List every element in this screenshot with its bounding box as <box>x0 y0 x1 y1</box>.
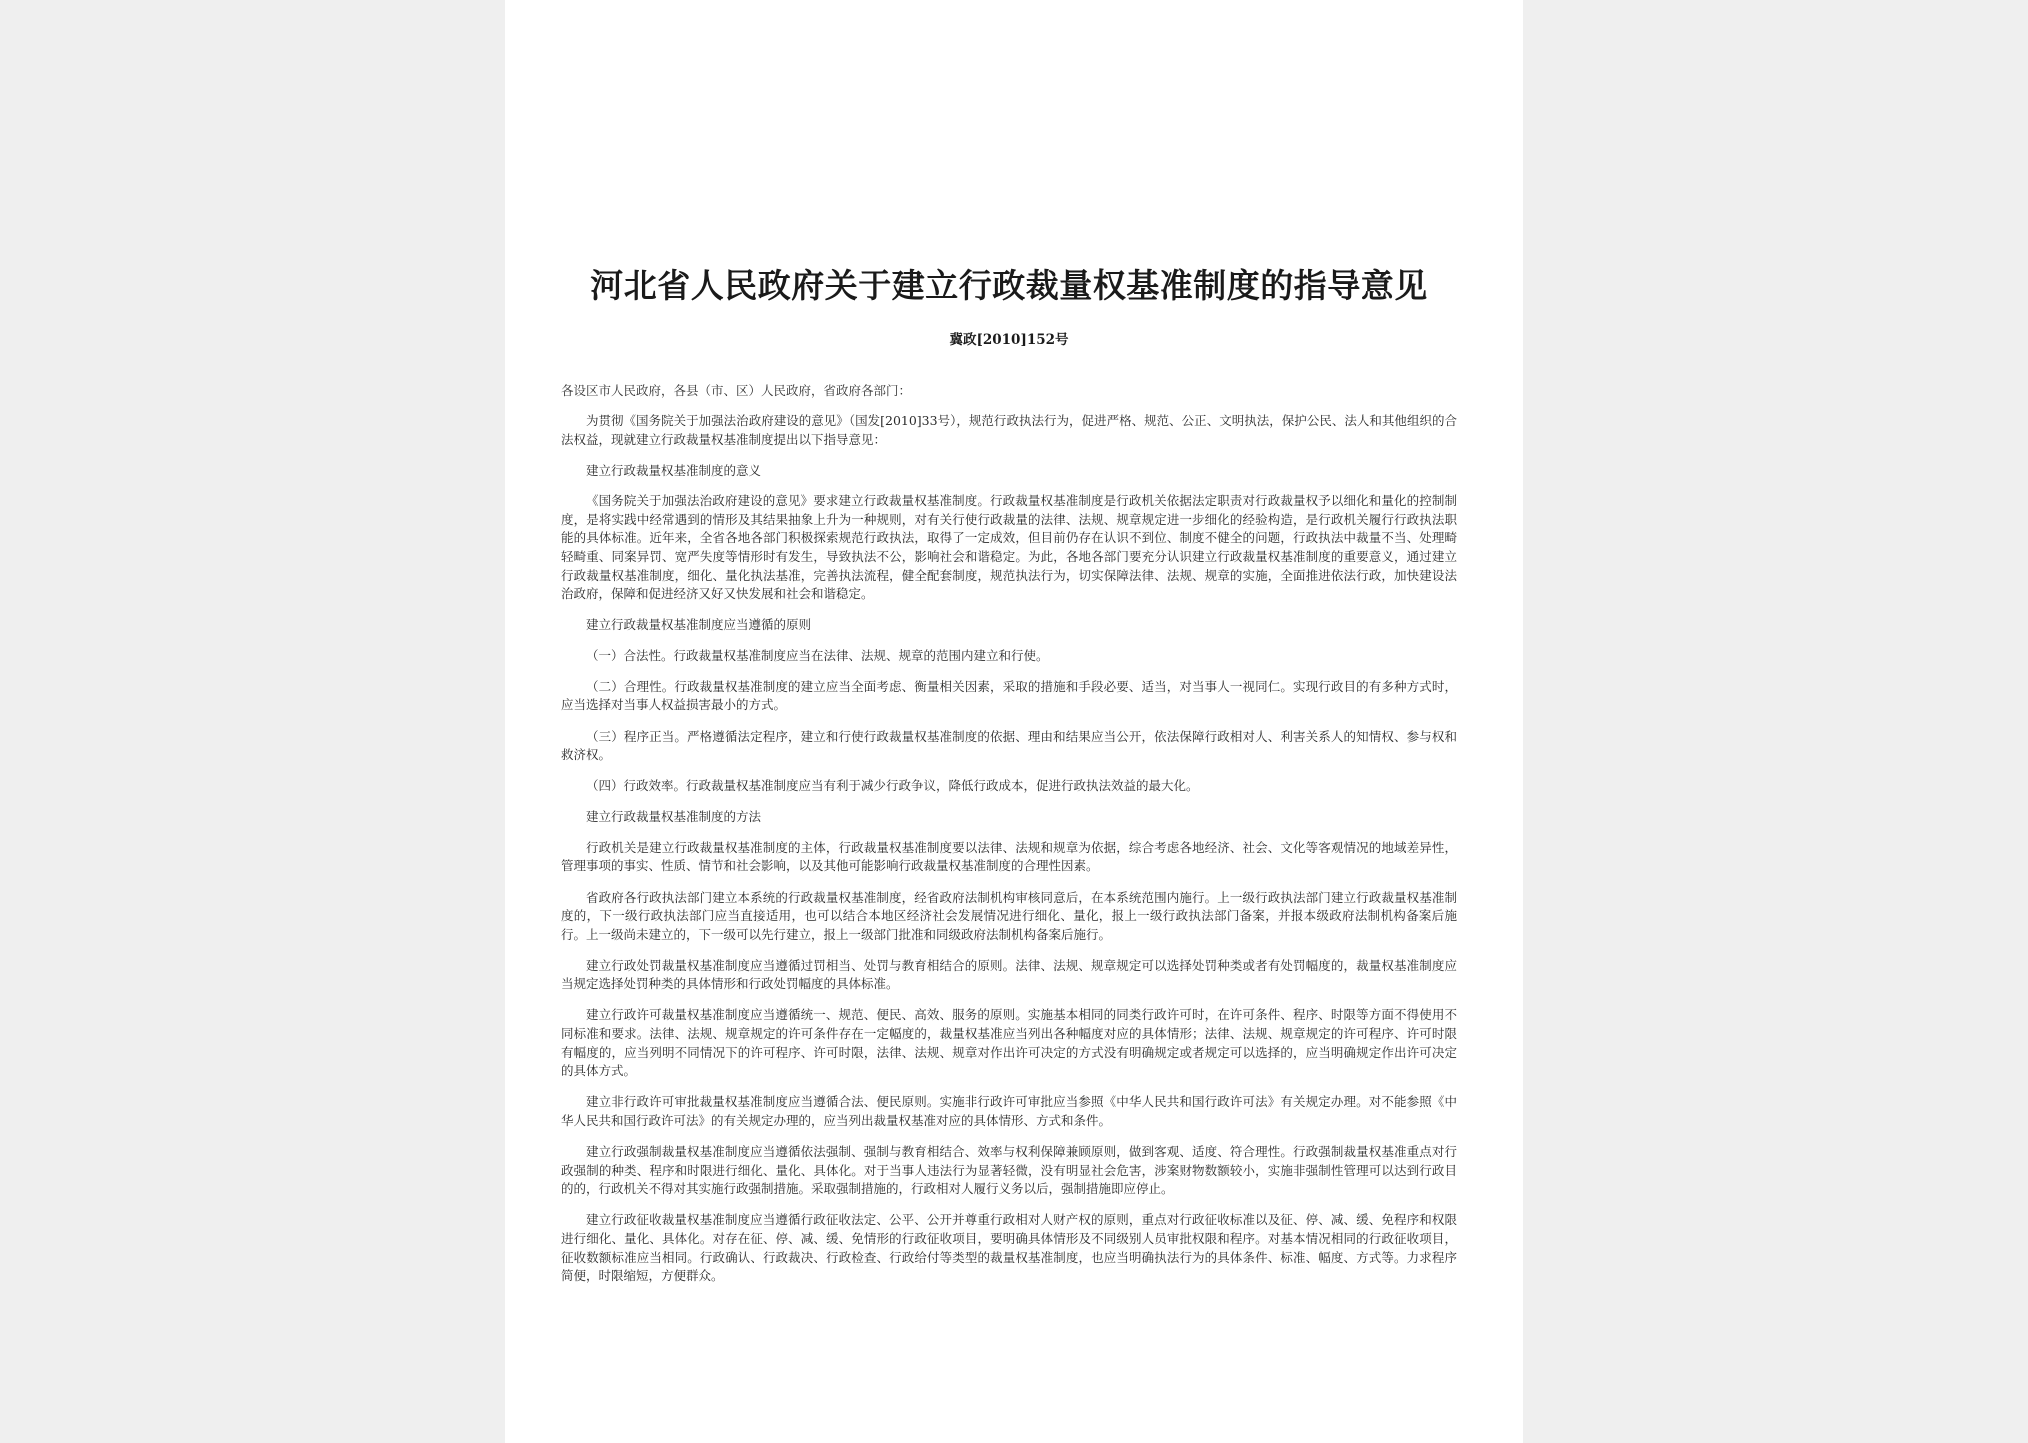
document-title: 河北省人民政府关于建立行政裁量权基准制度的指导意见 <box>590 266 1428 305</box>
body-paragraph: 建立行政征收裁量权基准制度应当遵循行政征收法定、公平、公开并尊重行政相对人财产权的原则，重点对行政征收标准以及征、停、减、缓、免程序和权限进行细化、量化、具体化。对存在征、停、减、缓、免情形的行政征收项目，要明确具体情形及不同级别人员审批权限和程序。对基本情况相同的行政征收项目，征收数额标准应当相同。行政确认、行政裁决、行政检查、行政给付等类型的裁量权基准制度，也应当明确执法行为的具体条件、标准、幅度、方式等。力求程序简便，时限缩短，方便群众。 <box>561 1212 1457 1284</box>
body-paragraph: 建立行政强制裁量权基准制度应当遵循依法强制、强制与教育相结合、效率与权利保障兼顾原则，做到客观、适度、符合理性。行政强制裁量权基准重点对行政强制的种类、程序和时限进行细化、量化、具体化。对于当事人违法行为显著轻微，没有明显社会危害，涉案财物数额较小，实施非强制性管理可以达到行政目的的，行政机关不得对其实施行政强制措施。采取强制措施的，行政相对人履行义务以后，强制措施即应停止。 <box>561 1144 1457 1197</box>
body-paragraph: （三）程序正当。严格遵循法定程序，建立和行使行政裁量权基准制度的依据、理由和结果应当公开，依法保障行政相对人、利害关系人的知情权、参与权和救济权。 <box>561 728 1457 763</box>
addressee-line: 各设区市人民政府，各县（市、区）人民政府，省政府各部门： <box>561 383 912 398</box>
body-paragraph: 省政府各行政执法部门建立本系统的行政裁量权基准制度，经省政府法制机构审核同意后，在本系统范围内施行。上一级行政执法部门建立行政裁量权基准制度的，下一级行政执法部门应当直接适用，也可以结合本地区经济社会发展情况进行细化、量化，报上一级行政执法部门备案，并报本级政府法制机构备案后施行。上一级尚未建立的，下一级可以先行建立，报上一级部门批准和同级政府法制机构备案后施行。 <box>561 889 1457 942</box>
body-paragraph: 建立非行政许可审批裁量权基准制度应当遵循合法、便民原则。实施非行政许可审批应当参照《中华人民共和国行政许可法》有关规定办理。对不能参照《中华人民共和国行政许可法》的有关规定办理的，应当列出裁量权基准对应的具体情形、方式和条件。 <box>561 1094 1457 1128</box>
body-paragraph: 《国务院关于加强法治政府建设的意见》要求建立行政裁量权基准制度。行政裁量权基准制度是行政机关依据法定职责对行政裁量权予以细化和量化的控制制度，是将实践中经常遇到的情形及其结果抽象上升为一种规则，对有关行使行政裁量的法律、法规、规章规定进一步细化的经验构造，是行政机关履行行政执法职能的具体标准。近年来，全省各地各部门积极探索规范行政执法，取得了一定成效，但目前仍存在认识不到位、制度不健全的问题，行政执法中裁量不当、处理畸轻畸重、同案异罚、宽严失度等情形时有发生，导致执法不公，影响社会和谐稳定。为此，各地各部门要充分认识建立行政裁量权基准制度的重要意义，通过建立行政裁量权基准制度，细化、量化执法基准，完善执法流程，健全配套制度，规范执法行为，切实保障法律、法规、规章的实施，全面推进依法行政，加快建设法治政府，保障和促进经济又好又快发展和社会和谐稳定。 <box>561 493 1457 602</box>
document-body <box>561 412 1457 1286</box>
body-paragraph: 为贯彻《国务院关于加强法治政府建设的意见》（国发[2010]33号），规范行政执法行为，促进严格、规范、公正、文明执法，保护公民、法人和其他组织的合法权益，现就建立行政裁量权基准制度提出以下指导意见： <box>561 413 1457 447</box>
document-number: 冀政[2010]152号 <box>949 332 1069 348</box>
body-paragraph: （一）合法性。行政裁量权基准制度应当在法律、法规、规章的范围内建立和行使。 <box>586 647 1049 663</box>
document-page <box>505 0 1523 1443</box>
body-paragraph: （二）合理性。行政裁量权基准制度的建立应当全面考虑、衡量相关因素，采取的措施和手段必要、适当，对当事人一视同仁。实现行政目的有多种方式时，应当选择对当事人权益损害最小的方式。 <box>561 678 1457 713</box>
body-paragraph: 建立行政处罚裁量权基准制度应当遵循过罚相当、处罚与教育相结合的原则。法律、法规、规章规定可以选择处罚种类或者有处罚幅度的，裁量权基准制度应当规定选择处罚种类的具体情形和行政处罚幅度的具体标准。 <box>561 957 1457 992</box>
body-paragraph: 建立行政许可裁量权基准制度应当遵循统一、规范、便民、高效、服务的原则。实施基本相同的同类行政许可时，在许可条件、程序、时限等方面不得使用不同标准和要求。法律、法规、规章规定的许可条件存在一定幅度的，裁量权基准应当列出各种幅度对应的具体情形；法律、法规、规章规定的许可程序、许可时限有幅度的，应当列明不同情况下的许可程序、许可时限，法律、法规、规章对作出许可决定的方式没有明确规定或者规定可以选择的，应当明确规定作出许可决定的具体方式。 <box>561 1007 1457 1079</box>
body-paragraph: 行政机关是建立行政裁量权基准制度的主体，行政裁量权基准制度要以法律、法规和规章为依据，综合考虑各地经济、社会、文化等客观情况的地域差异性，管理事项的事实、性质、情节和社会影响，以及其他可能影响行政裁量权基准制度的合理性因素。 <box>561 839 1457 874</box>
section-heading: 建立行政裁量权基准制度的方法 <box>586 809 762 825</box>
body-paragraph: （四）行政效率。行政裁量权基准制度应当有利于减少行政争议，降低行政成本，促进行政执法效益的最大化。 <box>586 778 1199 794</box>
section-heading: 建立行政裁量权基准制度应当遵循的原则 <box>586 617 812 633</box>
section-heading: 建立行政裁量权基准制度的意义 <box>586 462 762 478</box>
